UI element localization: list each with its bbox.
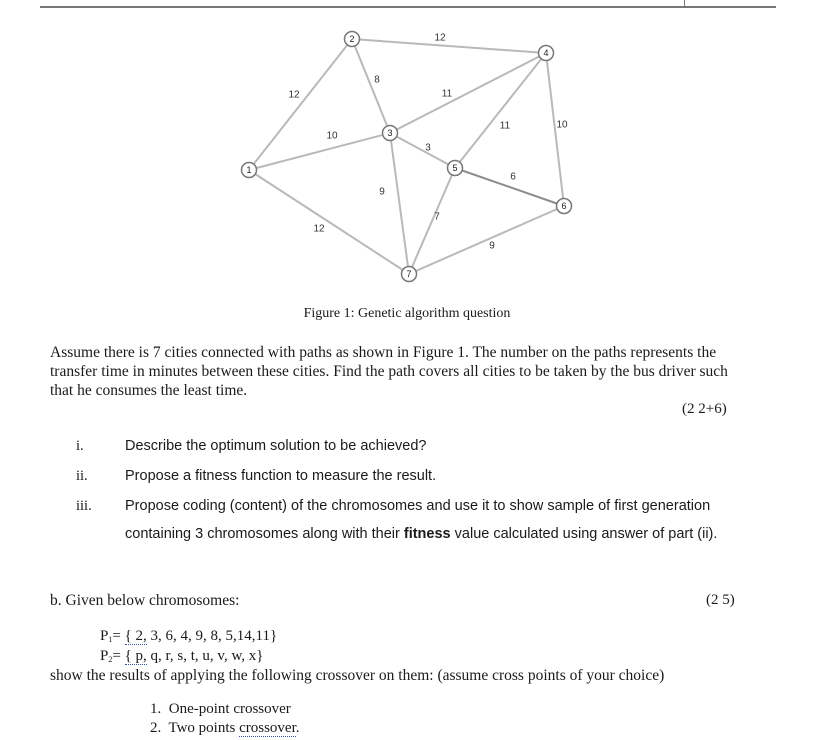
edge-5-7 <box>409 168 455 274</box>
question-text: Propose a fitness function to measure the result. <box>125 468 437 484</box>
question-text: Describe the optimum solution to be achieved? <box>125 438 427 454</box>
crossover-item-2: 2. Two points crossover. <box>150 720 300 736</box>
weight-2-3: 8 <box>374 74 380 86</box>
edge-6-7 <box>409 206 564 274</box>
svg-text:5: 5 <box>452 163 458 173</box>
city-node-1 <box>242 163 257 178</box>
edge-2-3 <box>352 39 390 133</box>
chromosome-p2: $P_2=$ { p, q, r, s, t, u, v, w, x} <box>100 648 264 664</box>
svg-text:3: 3 <box>387 128 393 138</box>
weight-3-7: 9 <box>379 186 385 198</box>
edge-4-5 <box>455 53 546 168</box>
city-node-5 <box>448 161 463 176</box>
marks-part-b: (2 5) <box>706 592 735 608</box>
weight-5-7: 7 <box>434 211 440 223</box>
figure-caption: Figure 1: Genetic algorithm question <box>303 306 511 321</box>
city-node-7 <box>402 267 417 282</box>
question-text-line2: containing 3 chromosomes along with their fitness value calculated using answer of part (ii). <box>125 526 718 542</box>
weight-1-2: 12 <box>288 89 300 101</box>
weight-4-5: 11 <box>499 120 511 132</box>
weight-3-5: 3 <box>425 142 431 154</box>
weight-6-7: 9 <box>489 240 495 252</box>
svg-text:1: 1 <box>246 165 252 175</box>
city-graph <box>0 0 814 300</box>
weight-3-4: 11 <box>441 88 453 100</box>
question-number: i. <box>76 438 84 454</box>
city-node-3 <box>383 126 398 141</box>
crossover-instruction: show the results of applying the following crossover on them: (assume cross points of your choice) <box>50 667 665 684</box>
weight-2-4: 12 <box>434 32 446 44</box>
intro-paragraph: Assume there is 7 cities connected with paths as shown in Figure 1. The number on the paths represents the transfer time in minutes between these cities. Find the path covers all cities to be taken by the bus driver such that he consumes the least time. <box>50 344 728 399</box>
question-number: ii. <box>76 468 88 484</box>
edge-3-7 <box>390 133 409 274</box>
bold-fitness: fitness <box>403 526 451 542</box>
weight-1-7: 12 <box>313 223 325 235</box>
weight-5-6: 6 <box>510 171 516 183</box>
edge-1-2 <box>249 39 352 170</box>
chromosome-p1: $P_1=$ { 2, 3, 6, 4, 9, 8, 5,14,11} <box>100 628 278 644</box>
city-node-6 <box>557 199 572 214</box>
svg-text:2: 2 <box>349 34 355 44</box>
section-b-heading: b. Given below chromosomes: <box>50 592 240 609</box>
question-number: iii. <box>76 498 92 514</box>
edge-3-5 <box>390 133 455 168</box>
svg-text:7: 7 <box>406 269 412 279</box>
city-node-4 <box>539 46 554 61</box>
weight-1-3: 10 <box>326 130 338 142</box>
crossover-item-1: 1. One-point crossover <box>150 701 291 717</box>
svg-text:4: 4 <box>543 48 549 58</box>
edge-1-7 <box>249 170 409 274</box>
weight-4-6: 10 <box>556 119 568 131</box>
edge-2-4 <box>352 39 546 53</box>
marks-part-a: (2 2+6) <box>682 401 727 417</box>
edge-3-4 <box>390 53 546 133</box>
city-node-2 <box>345 32 360 47</box>
svg-text:6: 6 <box>561 201 567 211</box>
edge-1-3 <box>249 130 390 170</box>
question-text-line1: Propose coding (content) of the chromosomes and use it to show sample of first generation <box>125 498 711 514</box>
